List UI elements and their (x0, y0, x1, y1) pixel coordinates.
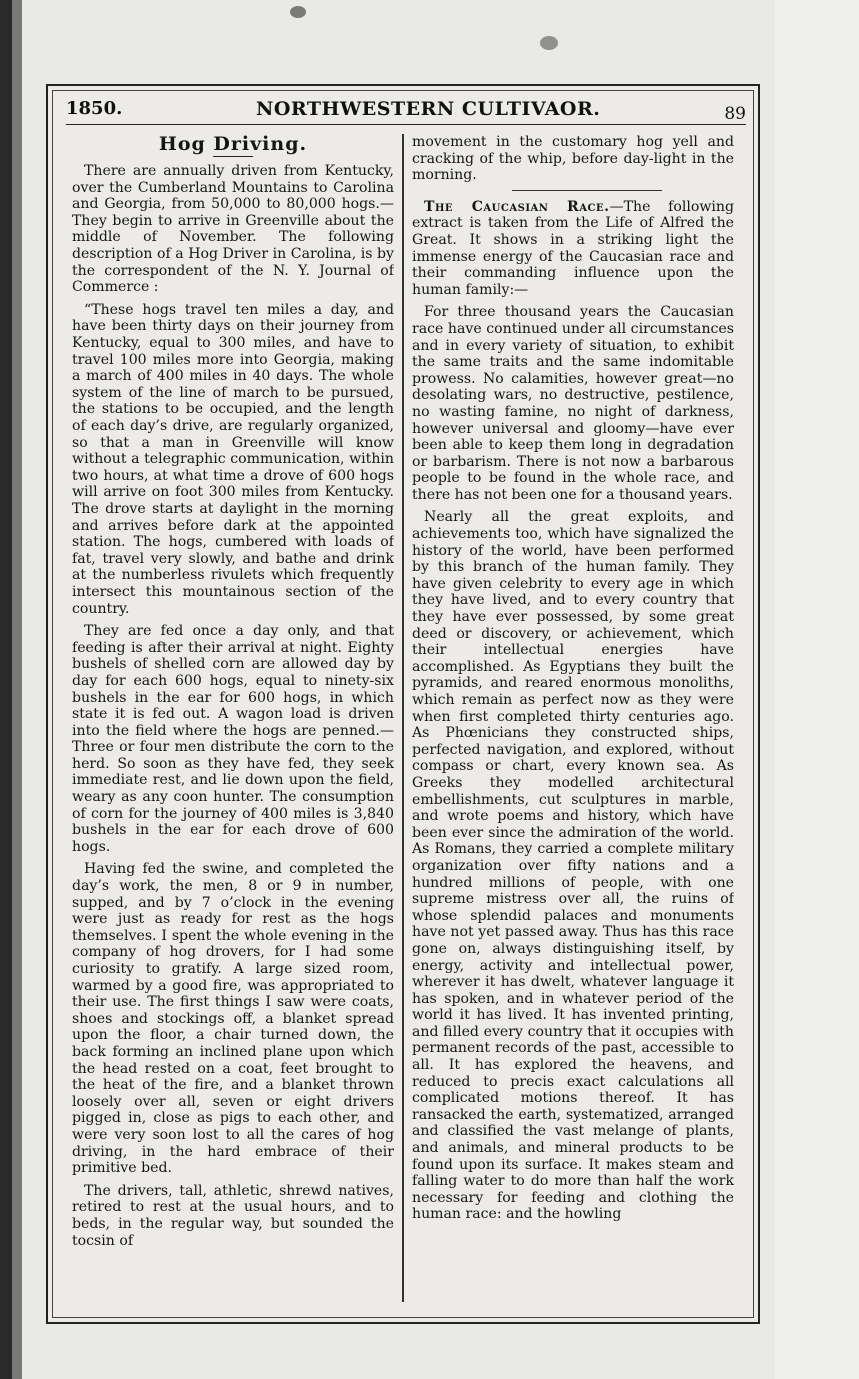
page-frame (46, 84, 760, 1324)
section-intro-paragraph (412, 199, 734, 299)
section-rule (512, 190, 662, 191)
paragraph: For three thousand years the Caucasian race have continued under all circumstances and in every variety of situation, to exhibit the same traits and the same indomitable prowess. No calamities, however great—no desolating wars, no destructive, pestilence, no wasting famine, no night of darkness, however universal and gloomy—have ever been able to keep them long in degradation or barbarism. There is not now a barbarous people to be found in the whole race, and there has not been one for a thousand years. (412, 304, 734, 503)
right-column (412, 134, 734, 1302)
column-divider (402, 134, 404, 1302)
paragraph: The drivers, tall, athletic, shrewd natives, retired to rest at the usual hours, and to beds, in the regular way, but sounded the tocsin of (72, 1182, 394, 1249)
header-title: NORTHWESTERN CULTIVAOR. (256, 98, 601, 120)
left-column (72, 134, 394, 1302)
page-header (66, 96, 746, 125)
paragraph: “These hogs travel ten miles a day, and have been thirty days on their journey from Kentucky, equal to 300 miles, and have to travel 100 miles more into Georgia, making a march of 400 miles in 40 days. The whole system of the line of march to be pursued, the stations to be occupied, and the length of each day’s drive, are regularly organized, so that a man in Greenville will know without a telegraphic communication, within two hours, at what time a drove of 600 hogs will arrive on foot 300 miles from Kentucky. The drove starts at daylight in the morning and arrives before dark at the appointed station. The hogs, cumbered with loads of fat, travel very slowly, and bathe and drink at the numberless rivulets which frequently intersect this mountainous section of the country. (72, 301, 394, 617)
paragraph: Having fed the swine, and completed the day’s work, the men, 8 or 9 in number, supped, and by 7 o’clock in the evening were just as ready for rest as the hogs themselves. I spent the whole evening in the company of hog drovers, for I had some curiosity to gratify. A large sized room, warmed by a good fire, was appropriated to their use. The first things I saw were coats, shoes and stockings off, a blanket spread upon the floor, a chair turned down, the back forming an inclined plane upon which the head rested on a coat, feet brought to the heat of the fire, and a blanket thrown loosely over all, seven or eight drivers pigged in, close as pigs to each other, and were very soon lost to all the cares of hog driving, in the hard embrace of their primitive bed. (72, 861, 394, 1177)
section-intro: —The following extract is taken from the Life of Alfred the Great. It shows in a striking light the immense energy of the Caucasian race and their commanding influence upon the human family:— (412, 198, 734, 298)
section-heading: The Caucasian Race. (424, 198, 610, 215)
ink-smudge (290, 6, 306, 18)
paragraph: Nearly all the great exploits, and achievements too, which have signalized the history of the world, have been performed by this branch of the human family. They have given celebrity to every age in which they have lived, and to every country that they have ever possessed, by some great deed or discovery, or achievement, which their intellectual energies have accomplished. As Egyptians they built the pyramids, and reared enormous monoliths, which remain as perfect now as they were when first completed thirty centuries ago. As Phœnicians they constructed ships, perfected navigation, and explored, without compass or chart, every known sea. As Greeks they modelled architectural embellishments, cut sculptures in marble, and wrote poems and history, which have been ever since the admiration of the world. As Romans, they carried a complete military organization over fifty nations and a hundred millions of people, with one supreme mistress over all, the ruins of whose splendid palaces and monuments have not yet passed away. Thus has this race gone on, always distinguishing itself, by energy, activity and intellectual power, wherever it has dwelt, whatever language it has spoken, and in whatever period of the world it has lived. It has invented printing, and filled every country that it occupies with permanent records of the past, accessible to all. It has explored the heavens, and reduced to precis exact calculations all complicated motions thereof. It has ransacked the earth, systematized, arranged and classified the vast melange of plants, and animals, and mineral products to be found upon its surface. It makes steam and falling water to do more than half the work necessary for feeding and clothing the human race: and the howling (412, 509, 734, 1223)
paragraph: They are fed once a day only, and that feeding is after their arrival at night. Eighty bushels of shelled corn are allowed day by day for each 600 hogs, equal to ninety-six bushels in the ear for 600 hogs, in which state it is fed out. A wagon load is driven into the field where the hogs are penned.—Three or four men distribute the corn to the herd. So soon as they have fed, they seek immediate rest, and lie down upon the field, weary as any coon hunter. The consumption of corn for the journey of 400 miles is 3,840 bushels in the ear for each drove of 600 hogs. (72, 623, 394, 855)
header-year: 1850. (66, 98, 123, 119)
article-title: Hog Driving. (158, 134, 308, 155)
page-margin-right (775, 0, 859, 1379)
continuation-paragraph: movement in the customary hog yell and cracking of the whip, before day-light in the morning. (412, 134, 734, 184)
binding-shadow (12, 0, 22, 1379)
binding-edge (0, 0, 12, 1379)
ink-smudge (540, 36, 558, 50)
page-number: 89 (724, 104, 746, 124)
title-rule (213, 156, 253, 158)
paragraph: There are annually driven from Kentucky, over the Cumberland Mountains to Carolina and Georgia, from 50,000 to 80,000 hogs.—They begin to arrive in Greenville about the middle of November. The following description of a Hog Driver in Carolina, is by the correspondent of the N. Y. Journal of Commerce : (72, 163, 394, 296)
